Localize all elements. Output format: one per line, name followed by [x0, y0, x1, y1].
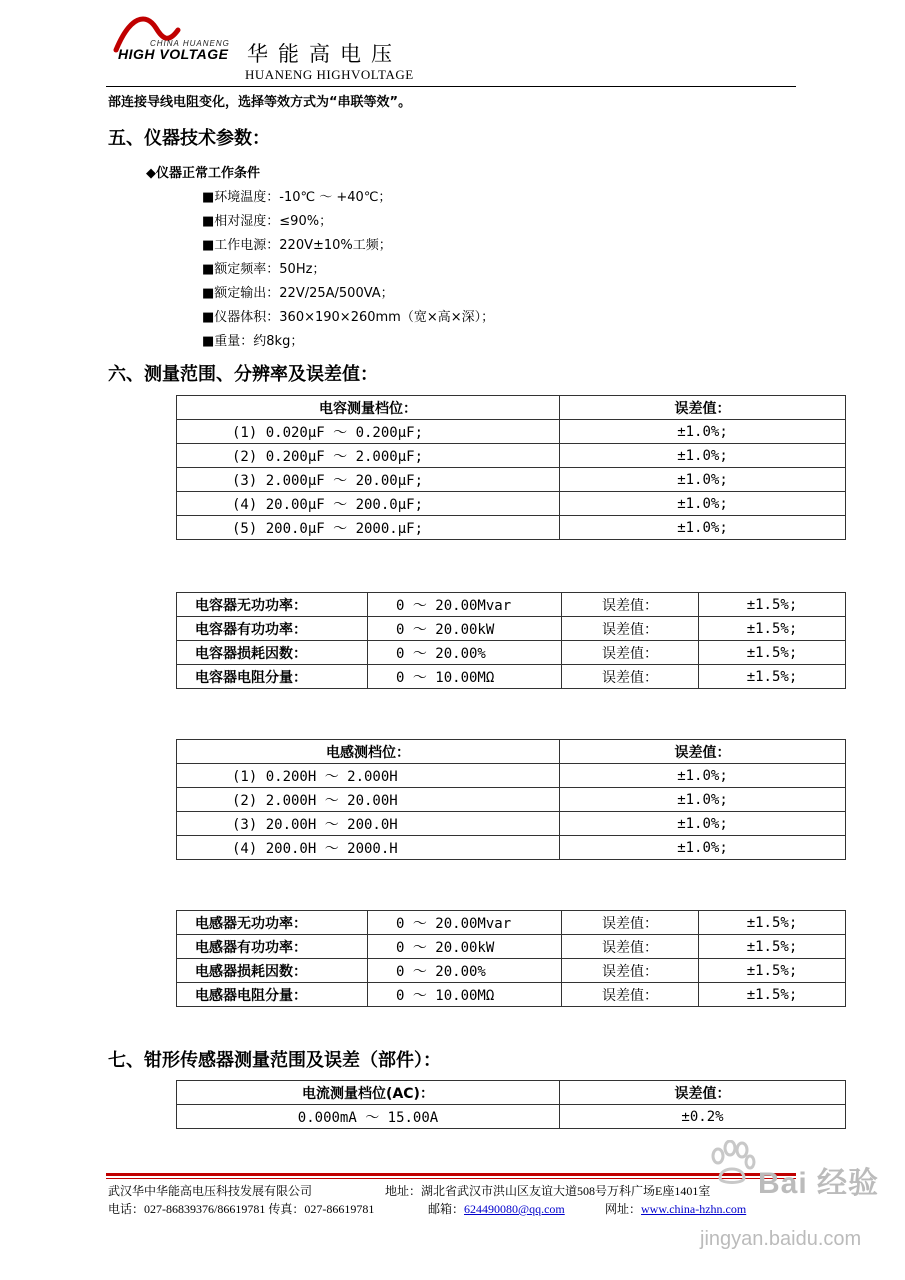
table-row [177, 420, 846, 444]
web-link[interactable]: www.china-hzhn.com [641, 1202, 747, 1216]
table-header-cell: 误差值： [560, 396, 846, 420]
table-header-cell: 电感测档位： [177, 740, 560, 764]
company-name-cn: 华能高电压 [247, 42, 402, 66]
error-cell: ±1.5%; [699, 911, 846, 935]
spec-item: ■仪器体积：360×190×260mm（宽×高×深）； [202, 310, 495, 325]
table-row [177, 983, 846, 1007]
footer-divider [106, 1173, 796, 1176]
error-label-cell: 误差值： [562, 641, 699, 665]
table-row [177, 788, 846, 812]
table-row [177, 492, 846, 516]
error-cell: ±1.0%; [560, 764, 846, 788]
table-header-row [177, 396, 846, 420]
table-row [177, 1105, 846, 1129]
range-cell: (3) 2.000μF ～ 20.00μF; [177, 468, 560, 492]
watermark-brand: Bai 经验 [758, 1167, 880, 1200]
range-cell: (4) 20.00μF ～ 200.0μF; [177, 492, 560, 516]
clamp-sensor-table [176, 1080, 846, 1129]
error-cell: ±1.5%; [699, 959, 846, 983]
error-cell: ±1.5%; [699, 617, 846, 641]
inductor-power-table [176, 910, 846, 1007]
table-header-row [177, 740, 846, 764]
table-row [177, 617, 846, 641]
range-cell: (4) 200.0H ～ 2000.H [177, 836, 560, 860]
table-row [177, 593, 846, 617]
error-cell: ±1.0%; [560, 468, 846, 492]
spec-item: ■额定频率：50Hz； [202, 262, 326, 277]
spec-item: ■重量：约8kg； [202, 334, 304, 349]
footer-divider-thin [106, 1178, 796, 1179]
range-cell: 0 ～ 20.00kW [368, 935, 562, 959]
error-label-cell: 误差值： [562, 911, 699, 935]
error-cell: ±1.0%; [560, 492, 846, 516]
range-cell: (2) 0.200μF ～ 2.000μF; [177, 444, 560, 468]
footer-address: 地址：湖北省武汉市洪山区友谊大道508号万科广场E座1401室 [385, 1184, 711, 1198]
intro-line: 部连接导线电阻变化，选择等效方式为“串联等效”。 [108, 95, 412, 110]
param-cell: 电容器电阻分量： [177, 665, 368, 689]
paw-watermark-icon [708, 1140, 756, 1186]
table-row [177, 935, 846, 959]
watermark-url: jingyan.baidu.com [700, 1228, 862, 1250]
error-label-cell: 误差值： [562, 593, 699, 617]
error-label-cell: 误差值： [562, 983, 699, 1007]
logo-small-text: CHINA HUANENG [150, 39, 230, 48]
error-cell: ±1.0%; [560, 516, 846, 540]
spec-item: ■额定输出：22V/25A/500VA； [202, 286, 394, 301]
table-header-row [177, 1081, 846, 1105]
param-cell: 电感器有功功率： [177, 935, 368, 959]
range-cell: (1) 0.020μF ～ 0.200μF; [177, 420, 560, 444]
param-cell: 电容器无功功率： [177, 593, 368, 617]
range-cell: (3) 20.00H ～ 200.0H [177, 812, 560, 836]
inductance-range-table [176, 739, 846, 860]
section5-subtitle: ◆仪器正常工作条件 [146, 166, 260, 181]
table-row [177, 665, 846, 689]
error-label-cell: 误差值： [562, 959, 699, 983]
error-cell: ±1.0%; [560, 836, 846, 860]
range-cell: (1) 0.200H ～ 2.000H [177, 764, 560, 788]
table-header-cell: 误差值： [560, 1081, 846, 1105]
footer-email [428, 1200, 565, 1217]
table-header-cell: 误差值： [560, 740, 846, 764]
param-cell: 电容器有功功率： [177, 617, 368, 641]
range-cell: (5) 200.0μF ～ 2000.μF; [177, 516, 560, 540]
error-cell: ±1.0%; [560, 788, 846, 812]
table-row [177, 468, 846, 492]
capacitance-range-table [176, 395, 846, 540]
spec-list [202, 186, 494, 354]
company-name-en: HUANENG HIGHVOLTAGE [245, 67, 414, 82]
param-cell: 电感器电阻分量： [177, 983, 368, 1007]
footer-phone: 电话：027-86839376/86619781 传真：027-86619781 [108, 1202, 375, 1216]
param-cell: 电感器损耗因数： [177, 959, 368, 983]
email-link[interactable]: 624490080@qq.com [464, 1202, 565, 1216]
range-cell: 0 ～ 10.00MΩ [368, 665, 562, 689]
table-row [177, 444, 846, 468]
table-row [177, 836, 846, 860]
range-cell: 0.000mA ～ 15.00A [177, 1105, 560, 1129]
table-row [177, 516, 846, 540]
table-row [177, 812, 846, 836]
range-cell: 0 ～ 20.00kW [368, 617, 562, 641]
table-row [177, 911, 846, 935]
spec-item: ■相对湿度：≤90%； [202, 214, 333, 229]
table-row [177, 641, 846, 665]
email-label: 邮箱： [428, 1202, 465, 1216]
error-cell: ±1.5%; [699, 983, 846, 1007]
param-cell: 电容器损耗因数： [177, 641, 368, 665]
table-header-cell: 电容测量档位： [177, 396, 560, 420]
range-cell: (2) 2.000H ～ 20.00H [177, 788, 560, 812]
error-cell: ±1.5%; [699, 641, 846, 665]
section5-title: 五、仪器技术参数： [108, 128, 270, 149]
range-cell: 0 ～ 20.00% [368, 641, 562, 665]
footer-web [605, 1200, 746, 1217]
table-row [177, 959, 846, 983]
range-cell: 0 ～ 20.00% [368, 959, 562, 983]
header-divider [106, 86, 796, 87]
error-cell: ±1.5%; [699, 593, 846, 617]
range-cell: 0 ～ 20.00Mvar [368, 593, 562, 617]
error-cell: ±1.0%; [560, 444, 846, 468]
footer-company: 武汉华中华能高电压科技发展有限公司 [108, 1184, 313, 1198]
capacitor-power-table [176, 592, 846, 689]
error-cell: ±1.5%; [699, 935, 846, 959]
range-cell: 0 ～ 10.00MΩ [368, 983, 562, 1007]
error-label-cell: 误差值： [562, 617, 699, 641]
range-cell: 0 ～ 20.00Mvar [368, 911, 562, 935]
web-label: 网址： [605, 1202, 642, 1216]
section7-title: 七、钳形传感器测量范围及误差（部件）： [108, 1050, 441, 1071]
spec-item: ■环境温度：-10℃ ～ +40℃； [202, 190, 392, 205]
error-label-cell: 误差值： [562, 935, 699, 959]
table-header-cell: 电流测量档位(AC)： [177, 1081, 560, 1105]
table-row [177, 764, 846, 788]
error-cell: ±1.0%; [560, 812, 846, 836]
error-cell: ±1.0%; [560, 420, 846, 444]
param-cell: 电感器无功功率： [177, 911, 368, 935]
spec-item: ■工作电源：220V±10%工频； [202, 238, 392, 253]
logo-text: HIGH VOLTAGE [118, 46, 229, 62]
section6-title: 六、测量范围、分辨率及误差值： [108, 364, 378, 385]
error-cell: ±1.5%; [699, 665, 846, 689]
error-label-cell: 误差值： [562, 665, 699, 689]
error-cell: ±0.2% [560, 1105, 846, 1129]
